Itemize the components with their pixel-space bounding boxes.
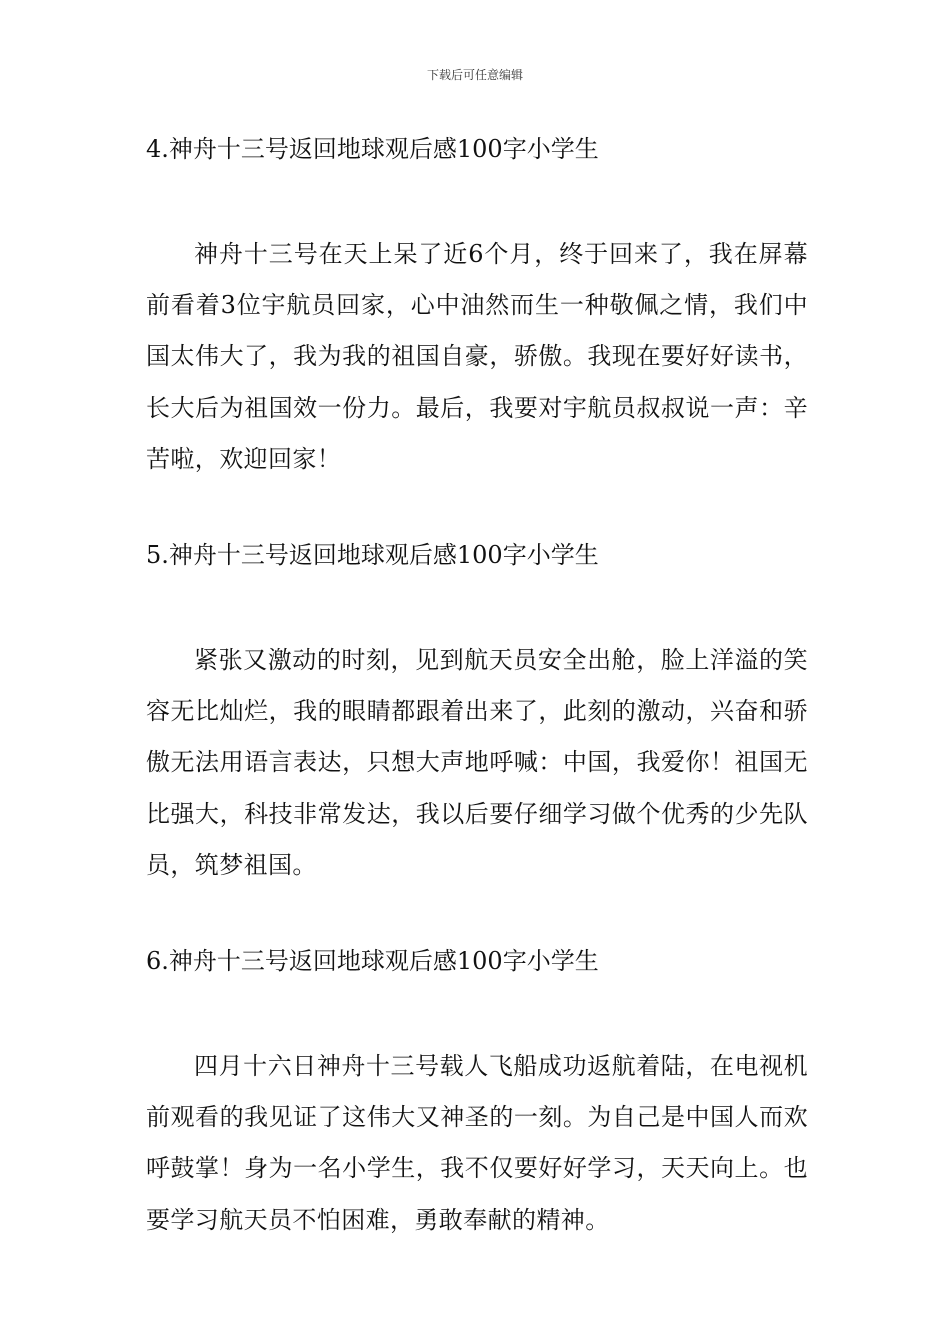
section-heading: 6.神舟十三号返回地球观后感100字小学生 <box>146 947 599 976</box>
section-paragraph: 神舟十三号在天上呆了近6个月，终于回来了，我在屏幕前看着3位宇航员回家，心中油然而生一种敬佩之情，我们中国太伟大了，我为我的祖国自豪，骄傲。我现在要好好读书，长大后为祖国效一份力。最后，我要对宇航员叔叔说一声：辛苦啦，欢迎回家！ <box>146 240 808 473</box>
page-header-note: 下载后可任意编辑 <box>426 68 523 82</box>
essay-section-4 <box>146 129 808 485</box>
essay-section-5 <box>146 535 808 891</box>
document-body <box>146 129 808 1296</box>
section-heading: 5.神舟十三号返回地球观后感100字小学生 <box>146 541 599 570</box>
section-paragraph: 四月十六日神舟十三号载人飞船成功返航着陆，在电视机前观看的我见证了这伟大又神圣的一刻。为自己是中国人而欢呼鼓掌！身为一名小学生，我不仅要好好学习，天天向上。也要学习航天员不怕困难，勇敢奉献的精神。 <box>146 1052 808 1234</box>
essay-section-6 <box>146 941 808 1246</box>
section-paragraph: 紧张又激动的时刻，见到航天员安全出舱，脸上洋溢的笑容无比灿烂，我的眼睛都跟着出来了，此刻的激动，兴奋和骄傲无法用语言表达，只想大声地呼喊：中国，我爱你！祖国无比强大，科技非常发达，我以后要仔细学习做个优秀的少先队员，筑梦祖国。 <box>146 646 808 879</box>
section-heading: 4.神舟十三号返回地球观后感100字小学生 <box>146 135 599 163</box>
